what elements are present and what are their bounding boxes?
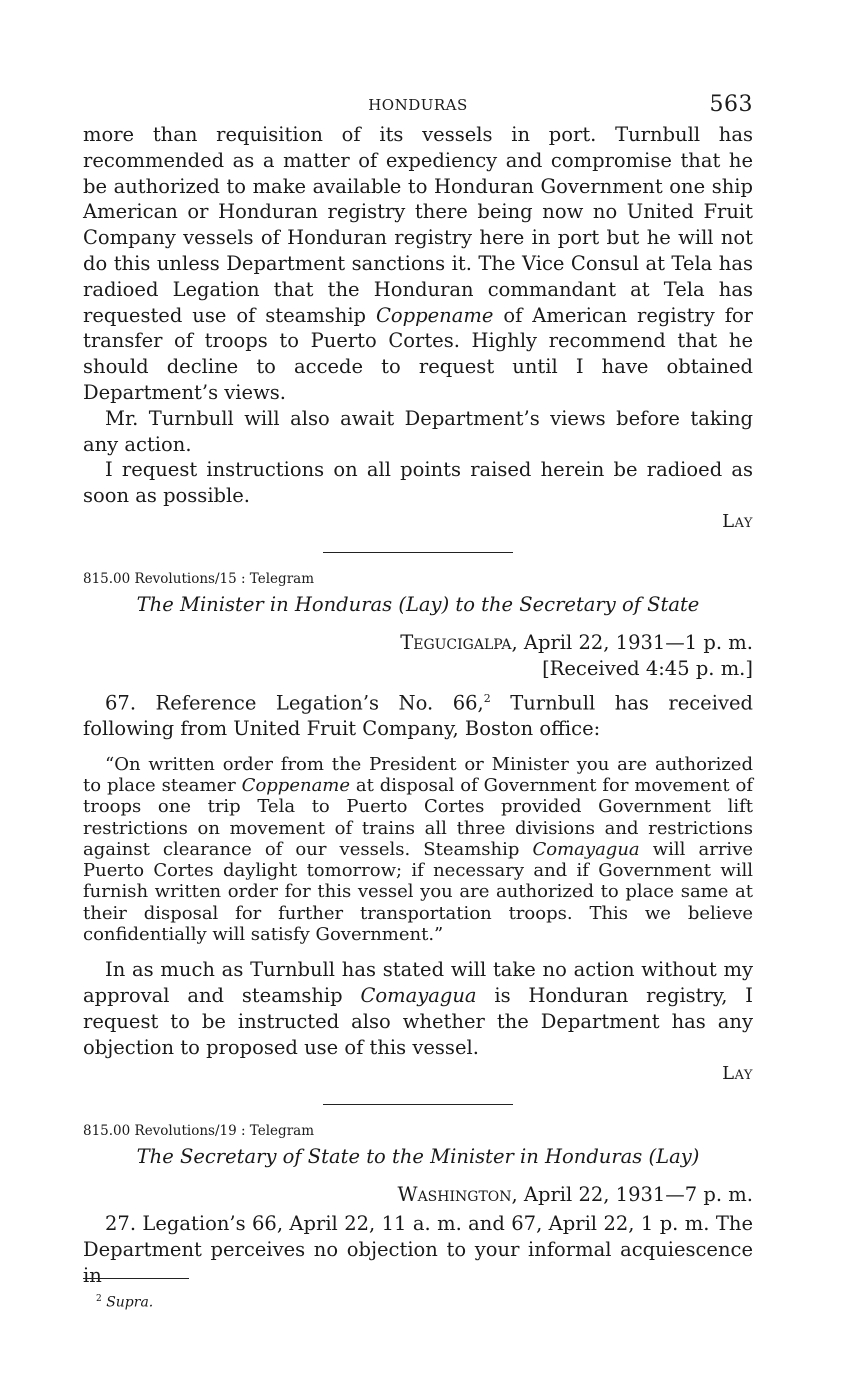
signature-lay-2: Lay [722,1062,753,1084]
dateline-place: Tegucigalpa, [400,630,518,654]
running-title: HONDURAS [368,96,468,114]
received-line: [Received 4:45 p. m.] [542,656,753,680]
running-head [83,92,753,122]
telegram-67-paragraph: 67. Reference Legation’s No. 66,$^2$ Turnbull has received following from United Fruit Company, Boston office: [83,691,753,740]
ship-name: Comayagua [360,984,477,1008]
document-page [83,92,753,1289]
footnote-reference: 2 [483,691,491,705]
intro-paragraph-2: Mr. Turnbull will also await Department’s views before taking any action. [83,406,753,456]
ship-name: Coppename [376,303,494,327]
section-divider [323,1104,513,1105]
document-title-2: The Secretary of State to the Minister in Honduras (Lay) [136,1144,700,1168]
intro-paragraph-3: I request instructions on all points raised herein be radioed as soon as possible. [83,458,753,508]
dateline-place: Washington, [397,1182,518,1206]
file-reference-2: 815.00 Revolutions/19 : Telegram [83,1122,314,1139]
footnote [96,1294,153,1311]
footnote-mark: 2 [96,1294,102,1304]
signature-lay-1: Lay [722,510,753,532]
page-number: 563 [709,92,753,117]
document-title-1: The Minister in Honduras (Lay) to the Secretary of State [136,592,700,616]
section-divider [323,552,513,553]
dateline-1 [83,630,753,656]
footnote-divider [83,1278,189,1279]
ship-name: Comayagua [532,838,640,860]
dateline-date: April 22, 1931—7 p. m. [517,1182,753,1206]
intro-paragraph-1: more than requisition of its vessels in port. Turnbull has recommended as a matter of expediency and compromise that he be authorized to make available to Honduran Government one ship American or Honduran registry there being now no United Fruit Company vessels of Honduran registry here in port but he will not do this unless Department sanctions it. The Vice Consul at Tela has radioed Legation that the Honduran commandant at Tela has requested use of steamship Coppename of American registry for transfer of troops to Puerto Cortes. Highly recommend that he should decline to accede to request until I have obtained Department’s views. [83,123,753,404]
telegram-27-paragraph: 27. Legation’s 66, April 22, 11 a. m. and 67, April 22, 1 p. m. The Department perceives no objection to your informal acquiescence in [83,1212,753,1287]
dateline-2 [83,1182,753,1208]
dateline-date: April 22, 1931—1 p. m. [517,630,753,654]
quoted-message: “On written order from the President or Minister you are authorized to place steamer Coppename at disposal of Government for movement of troops one trip Tela to Puerto Cortes provided Government lift restrictions on movement of trains all three divisions and restrictions against clearance of our vessels. Steamship Comayagua will arrive Puerto Cortes daylight tomorrow; if necessary and if Government will furnish written order for this vessel you are authorized to place same at their disposal for further transportation troops. This we believe confidentially will satisfy Government.” [83,753,754,946]
file-reference-1: 815.00 Revolutions/15 : Telegram [83,570,314,587]
ship-name: Coppename [241,774,351,796]
footnote-text: Supra. [106,1294,154,1311]
telegram-67-paragraph-2: In as much as Turnbull has stated will take no action without my approval and steamship Comayagua is Honduran registry, I request to be instructed also whether the Department has any objection to proposed use of this vessel. [83,958,753,1059]
